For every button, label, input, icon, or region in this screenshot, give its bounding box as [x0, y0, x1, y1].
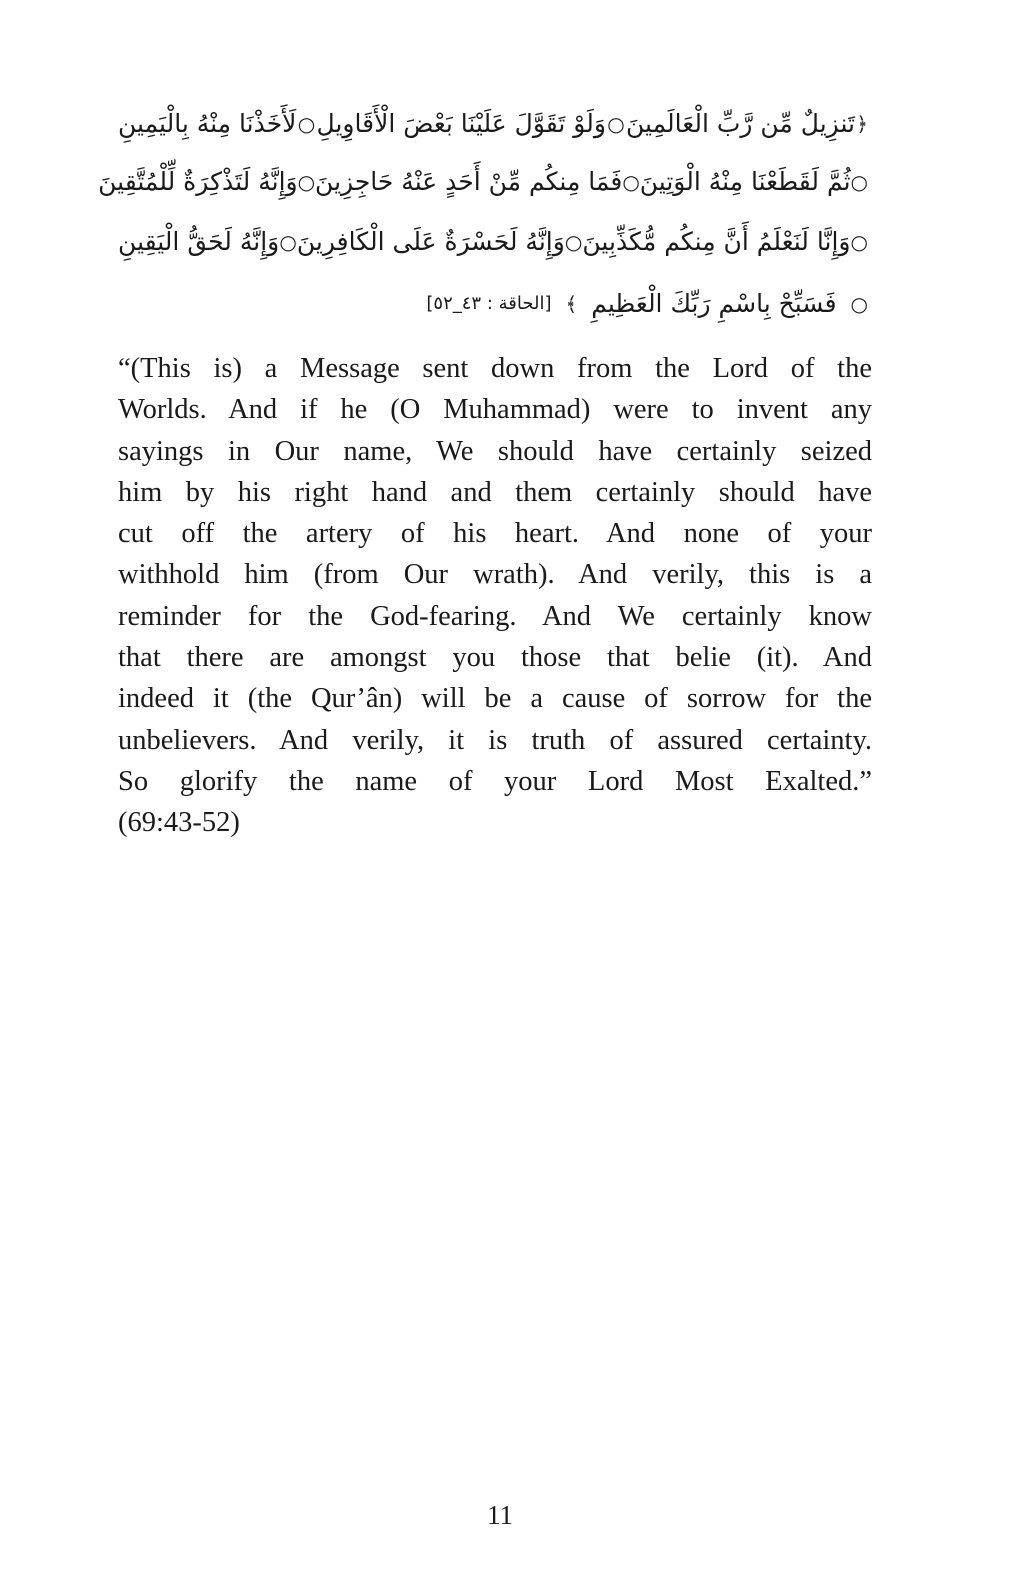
verse-text: تَنزِيلٌ مِّن رَّبِّ الْعَالَمِينَ	[626, 109, 855, 138]
verse-text: وَإِنَّهُ لَحَقُّ الْيَقِينِ	[118, 227, 280, 256]
translation-line: “(This is) a Message sent down from the Lord of the	[118, 353, 872, 384]
verse-text: فَمَا مِنكُم مِّنْ أَحَدٍ عَنْهُ حَاجِزِينَ	[315, 167, 623, 196]
verse-separator: ﴿	[856, 112, 868, 136]
surah-citation: [الحاقة : ٤٣_٥٢]	[426, 293, 552, 314]
verse-separator: ○	[297, 112, 316, 136]
verse-text: ثُمَّ لَقَطَعْنَا مِنْهُ الْوَتِينَ	[639, 167, 851, 196]
translation-line: withhold him (from Our wrath). And verily, this is a	[118, 559, 872, 591]
arabic-line	[118, 102, 868, 146]
verse-text: وَإِنَّا لَنَعْلَمُ أَنَّ مِنكُم مُّكَذِّبِينَ	[582, 227, 851, 256]
translation-line: So glorify the name of your Lord Most Exalted.”	[118, 765, 872, 797]
verse-text: وَإِنَّهُ لَتَذْكِرَةٌ لِّلْمُتَّقِينَ	[98, 167, 298, 196]
verse-separator: ○	[850, 292, 868, 316]
verse-separator: ○	[622, 170, 640, 194]
verse-text: وَلَوْ تَقَوَّلَ عَلَيْنَا بَعْضَ الْأَقَاوِيلِ	[316, 109, 606, 138]
translation-line: indeed it (the Qur’ân) will be a cause of sorrow for the	[118, 683, 872, 715]
arabic-line	[98, 160, 868, 204]
translation-line: (69:43-52)	[118, 807, 240, 839]
arabic-line	[118, 282, 868, 326]
verse-separator: ○	[850, 230, 868, 254]
translation-line: him by his right hand and them certainly should have	[118, 476, 872, 508]
translation-line: cut off the artery of his heart. And none of your	[118, 518, 872, 550]
translation-text	[118, 348, 872, 844]
verse-separator: ○	[279, 230, 297, 254]
translation-line: reminder for the God-fearing. And We certainly know	[118, 600, 872, 632]
translation-line: sayings in Our name, We should have certainly seized	[118, 435, 872, 467]
verse-text: فَسَبِّحْ بِاسْمِ رَبِّكَ الْعَظِيمِ	[591, 289, 837, 318]
page-number: 11	[487, 1500, 513, 1530]
verse-separator: ○	[564, 230, 583, 254]
translation-line: Worlds. And if he (O Muhammad) were to invent any	[118, 394, 872, 426]
verse-separator: ○	[850, 170, 868, 194]
translation-line: that there are amongst you those that belie (it). And	[118, 642, 872, 674]
verse-separator: ○	[297, 170, 316, 194]
translation-line: unbelievers. And verily, it is truth of assured certainty.	[118, 724, 872, 756]
verse-text: لَأَخَذْنَا مِنْهُ بِالْيَمِينِ	[118, 109, 297, 138]
verse-separator: ○	[607, 112, 625, 136]
verse-text: وَإِنَّهُ لَحَسْرَةٌ عَلَى الْكَافِرِينَ	[296, 227, 565, 256]
arabic-line	[118, 220, 868, 264]
verse-separator: ﴾	[565, 292, 578, 316]
